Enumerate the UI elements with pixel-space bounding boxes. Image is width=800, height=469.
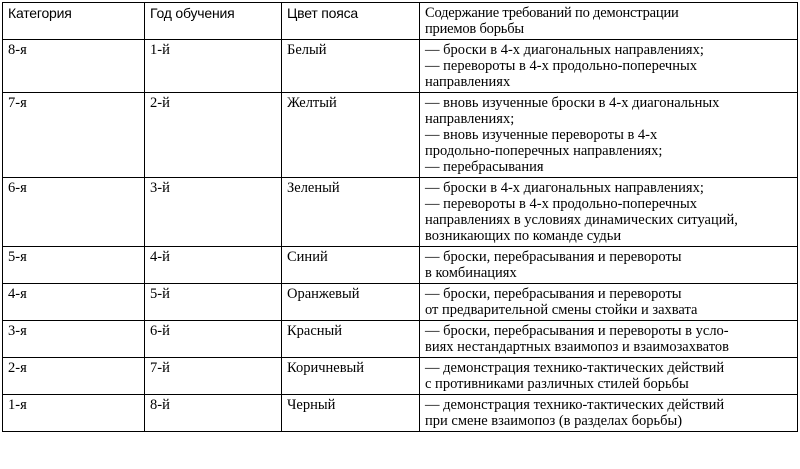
cell-belt-color: Оранжевый (282, 284, 420, 321)
cell-belt-color: Зеленый (282, 178, 420, 247)
cell-requirements (420, 178, 798, 247)
cell-category: 1-я (3, 395, 145, 432)
table-row (3, 395, 798, 432)
cell-belt-color: Желтый (282, 93, 420, 178)
requirement-line: — вновь изученные броски в 4-х диагональных (425, 95, 720, 111)
belt-requirements-table (2, 2, 798, 432)
cell-category: 4-я (3, 284, 145, 321)
cell-requirements (420, 321, 798, 358)
cell-requirements (420, 247, 798, 284)
requirement-line: направлениях (425, 74, 511, 90)
cell-requirements (420, 40, 798, 93)
table-header-row (3, 3, 798, 40)
requirement-line: при смене взаимопоз (в разделах борьбы) (425, 413, 683, 429)
cell-year: 1-й (145, 40, 282, 93)
cell-category: 6-я (3, 178, 145, 247)
requirement-line: — броски, перебрасывания и перевороты (425, 286, 682, 302)
cell-year: 7-й (145, 358, 282, 395)
requirement-line: направлениях; (425, 111, 515, 127)
cell-requirements (420, 93, 798, 178)
requirement-line: — демонстрация технико-тактических действий (425, 397, 725, 413)
belt-requirements-table-wrapper (2, 2, 797, 432)
requirement-line: направлениях в условиях динамических ситуаций, (425, 212, 738, 228)
cell-category: 8-я (3, 40, 145, 93)
header-belt-color: Цвет пояса (282, 3, 420, 40)
header-category: Категория (3, 3, 145, 40)
cell-category: 2-я (3, 358, 145, 395)
requirement-line: — демонстрация технико-тактических действий (425, 360, 725, 376)
requirement-line: с противниками различных стилей борьбы (425, 376, 689, 392)
cell-year: 6-й (145, 321, 282, 358)
cell-year: 8-й (145, 395, 282, 432)
requirement-line: — перебрасывания (425, 159, 544, 175)
cell-requirements (420, 284, 798, 321)
table-row (3, 40, 798, 93)
cell-year: 3-й (145, 178, 282, 247)
cell-belt-color: Синий (282, 247, 420, 284)
requirement-line: в комбинациях (425, 265, 517, 281)
cell-belt-color: Красный (282, 321, 420, 358)
table-row (3, 178, 798, 247)
requirement-line: — вновь изученные перевороты в 4-х (425, 127, 658, 143)
cell-year: 5-й (145, 284, 282, 321)
cell-belt-color: Белый (282, 40, 420, 93)
requirement-line: продольно-поперечных направлениях; (425, 143, 663, 159)
requirement-line: — броски, перебрасывания и перевороты (425, 249, 682, 265)
cell-category: 3-я (3, 321, 145, 358)
requirement-line: — перевороты в 4-х продольно-поперечных (425, 58, 697, 74)
cell-belt-color: Черный (282, 395, 420, 432)
cell-year: 4-й (145, 247, 282, 284)
table-row (3, 321, 798, 358)
cell-belt-color: Коричневый (282, 358, 420, 395)
table-row (3, 358, 798, 395)
cell-requirements (420, 395, 798, 432)
requirement-line: — броски, перебрасывания и перевороты в усло- (425, 323, 729, 339)
requirement-line: — броски в 4-х диагональных направлениях; (425, 180, 704, 196)
cell-category: 7-я (3, 93, 145, 178)
requirement-line: — перевороты в 4-х продольно-поперечных (425, 196, 697, 212)
header-requirements (420, 3, 798, 40)
table-row (3, 247, 798, 284)
header-requirements-line: Содержание требований по демонстрации (425, 5, 679, 21)
requirement-line: возникающих по команде судьи (425, 228, 622, 244)
header-requirements-line: приемов борьбы (425, 21, 524, 37)
cell-category: 5-я (3, 247, 145, 284)
requirement-line: виях нестандартных взаимопоз и взаимозахватов (425, 339, 729, 355)
table-row (3, 284, 798, 321)
requirement-line: — броски в 4-х диагональных направлениях; (425, 42, 704, 58)
cell-requirements (420, 358, 798, 395)
table-row (3, 93, 798, 178)
header-year: Год обучения (145, 3, 282, 40)
cell-year: 2-й (145, 93, 282, 178)
requirement-line: от предварительной смены стойки и захвата (425, 302, 698, 318)
